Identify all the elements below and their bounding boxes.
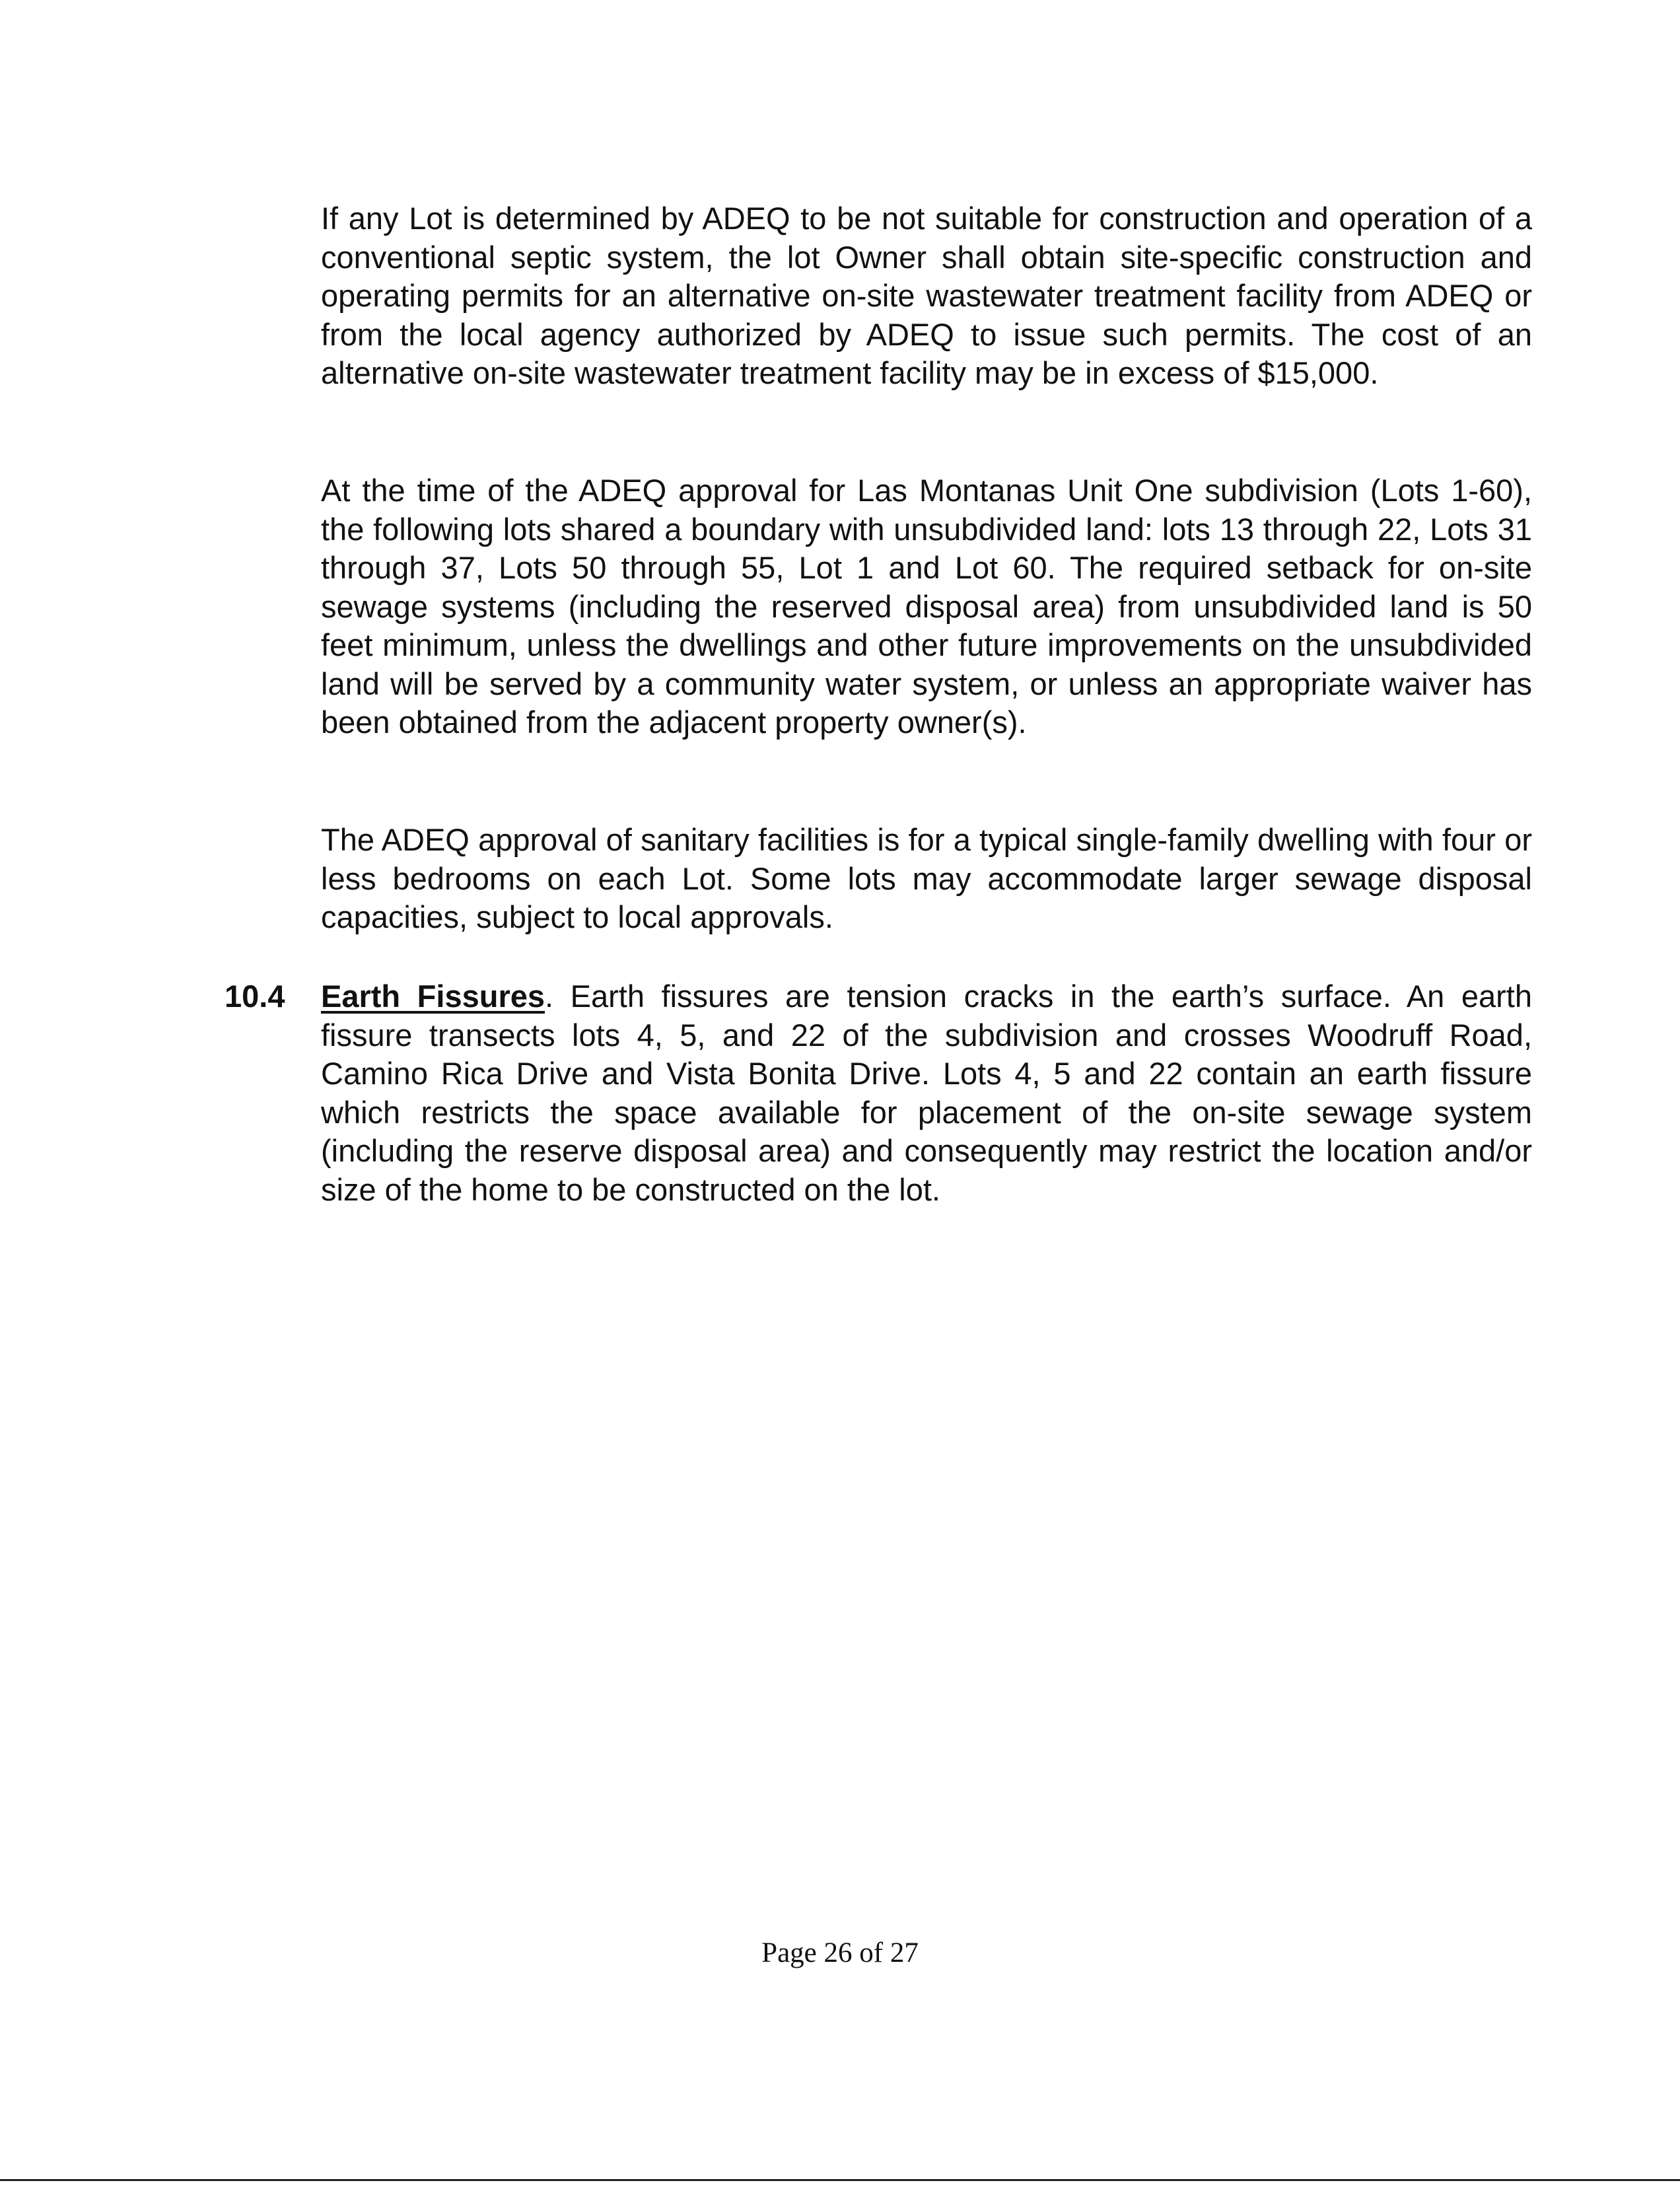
section-heading-punctuation: . (545, 979, 554, 1014)
paragraph-sanitary-approval: The ADEQ approval of sanitary facilities is for a typical single-family dwelling with four or less bedrooms on each Lot. Some lots may accommodate larger sewage disposal capacities, subject to local approvals. (321, 822, 1532, 934)
paragraph-unsubdivided-setback: At the time of the ADEQ approval for Las Montanas Unit One subdivision (Lots 1-60), the following lots shared a boundary with unsubdivided land: lots 13 through 22, Lots 31 through 37, Lots 50 through 55, Lot 1 and Lot 60. The required setback for on-site sewage systems (including the reserved disposal area) from unsubdivided land is 50 feet minimum, unless the dwellings and other future improvements on the unsubdivided land will be served by a community water system, or unless an appropriate waiver has been obtained from the adjacent property owner(s). (321, 473, 1532, 740)
section-body: Earth fissures are tension cracks in the earth’s surface. An earth fissure transects lots 4, 5, and 22 of the subdivision and crosses Woodruff Road, Camino Rica Drive and Vista Bonita Drive. Lots 4, 5 and 22 contain an earth fissure which restricts the space available for placement of the on-site sewage system (including the reserve disposal area) and consequently may restrict the location and/or size of the home to be constructed on the lot. (321, 979, 1532, 1207)
paragraph-septic-permits: If any Lot is determined by ADEQ to be not suitable for construction and operation of a conventional septic system, the lot Owner shall obtain site-specific construction and operating permits for an alternative on-site wastewater treatment facility from ADEQ or from the local agency authorized by ADEQ to issue such permits. The cost of an alternative on-site wastewater treatment facility may be in excess of $15,000. (321, 201, 1532, 390)
page-number-footer: Page 26 of 27 (761, 1937, 919, 1968)
bottom-divider (0, 2179, 1680, 2181)
section-heading: Earth Fissures (321, 979, 545, 1014)
section-number: 10.4 (225, 979, 285, 1014)
section-earth-fissures (321, 977, 1532, 1209)
